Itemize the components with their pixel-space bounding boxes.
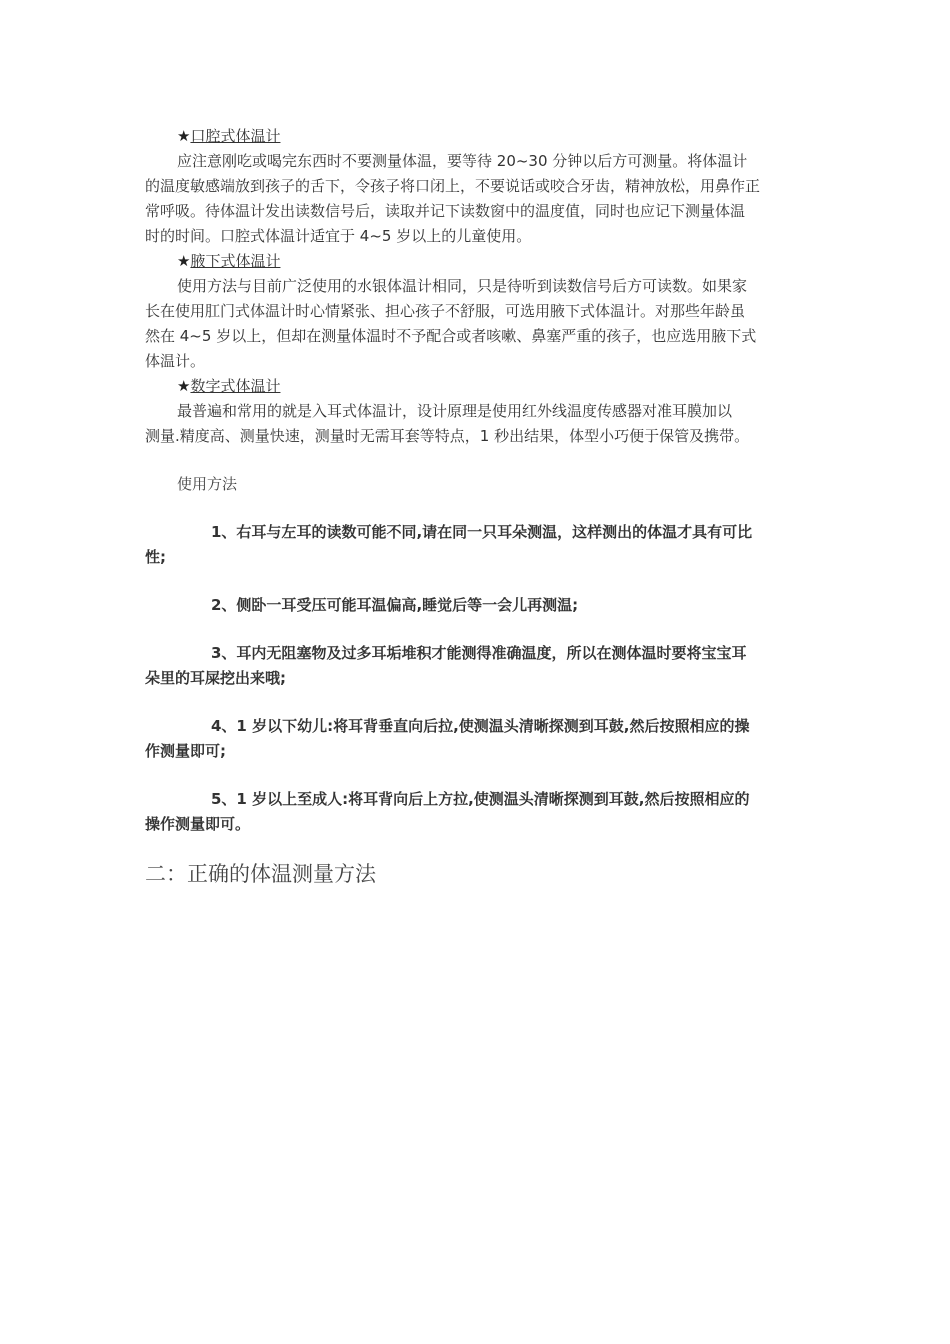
list-item-line: 5、1 岁以上至成人:将耳背向后上方拉,使测温头清晰探测到耳鼓,然后按照相应的 <box>211 790 750 808</box>
list-item <box>145 520 807 570</box>
heading-oral-title: 口腔式体温计 <box>190 127 281 145</box>
paragraph-oral <box>145 149 807 249</box>
paragraph-line: 最普遍和常用的就是入耳式体温计，设计原理是使用红外线温度传感器对准耳膜加以 <box>177 402 733 420</box>
list-item-line: 作测量即可; <box>145 742 226 760</box>
paragraph-digital <box>145 399 807 449</box>
list-item-line: 性; <box>145 548 166 566</box>
list-item-line: 朵里的耳屎挖出来哦; <box>145 669 286 687</box>
document-content <box>145 124 807 889</box>
list-item <box>145 593 807 618</box>
paragraph-line: 体温计。 <box>145 352 206 370</box>
usage-label: 使用方法 <box>177 475 238 493</box>
star-icon: ★ <box>177 252 191 270</box>
paragraph-line: 长在使用肛门式体温计时心情紧张、担心孩子不舒服，可选用腋下式体温计。对那些年龄虽 <box>145 302 746 320</box>
list-item-line: 操作测量即可。 <box>145 815 251 833</box>
list-item <box>145 641 807 691</box>
paragraph-axillary <box>145 274 807 374</box>
paragraph-line: 测量.精度高、测量快速，测量时无需耳套等特点，1 秒出结果，体型小巧便于保管及携带。 <box>145 427 750 445</box>
star-icon: ★ <box>177 127 191 145</box>
heading-axillary-title: 腋下式体温计 <box>190 252 281 270</box>
list-item-line: 2、侧卧一耳受压可能耳温偏高,睡觉后等一会儿再测温; <box>211 596 579 614</box>
paragraph-line: 时的时间。口腔式体温计适宜于 4~5 岁以上的儿童使用。 <box>145 227 532 245</box>
star-icon: ★ <box>177 377 191 395</box>
section-title: 二：正确的体温测量方法 <box>145 862 376 886</box>
paragraph-line: 然在 4~5 岁以上，但却在测量体温时不予配合或者咳嗽、鼻塞严重的孩子，也应选用腋下式 <box>145 327 757 345</box>
paragraph-line: 常呼吸。待体温计发出读数信号后，读取并记下读数窗中的温度值，同时也应记下测量体温 <box>145 202 746 220</box>
paragraph-line: 应注意刚吃或喝完东西时不要测量体温，要等待 20~30 分钟以后方可测量。将体温计 <box>177 152 748 170</box>
list-item <box>145 787 807 837</box>
list-item-line: 1、右耳与左耳的读数可能不同,请在同一只耳朵测温，这样测出的体温才具有可比 <box>211 523 753 541</box>
heading-digital-title: 数字式体温计 <box>190 377 281 395</box>
paragraph-line: 使用方法与目前广泛使用的水银体温计相同，只是待听到读数信号后方可读数。如果家 <box>177 277 748 295</box>
list-item-line: 3、耳内无阻塞物及过多耳垢堆积才能测得准确温度，所以在测体温时要将宝宝耳 <box>211 644 747 662</box>
heading-digital-thermometer <box>145 374 807 399</box>
list-item-line: 4、1 岁以下幼儿:将耳背垂直向后拉,使测温头清晰探测到耳鼓,然后按照相应的操 <box>211 717 750 735</box>
heading-oral-thermometer <box>145 124 807 149</box>
list-item <box>145 714 807 764</box>
heading-axillary-thermometer <box>145 249 807 274</box>
paragraph-line: 的温度敏感端放到孩子的舌下，令孩子将口闭上，不要说话或咬合牙齿，精神放松，用鼻作正 <box>145 177 761 195</box>
